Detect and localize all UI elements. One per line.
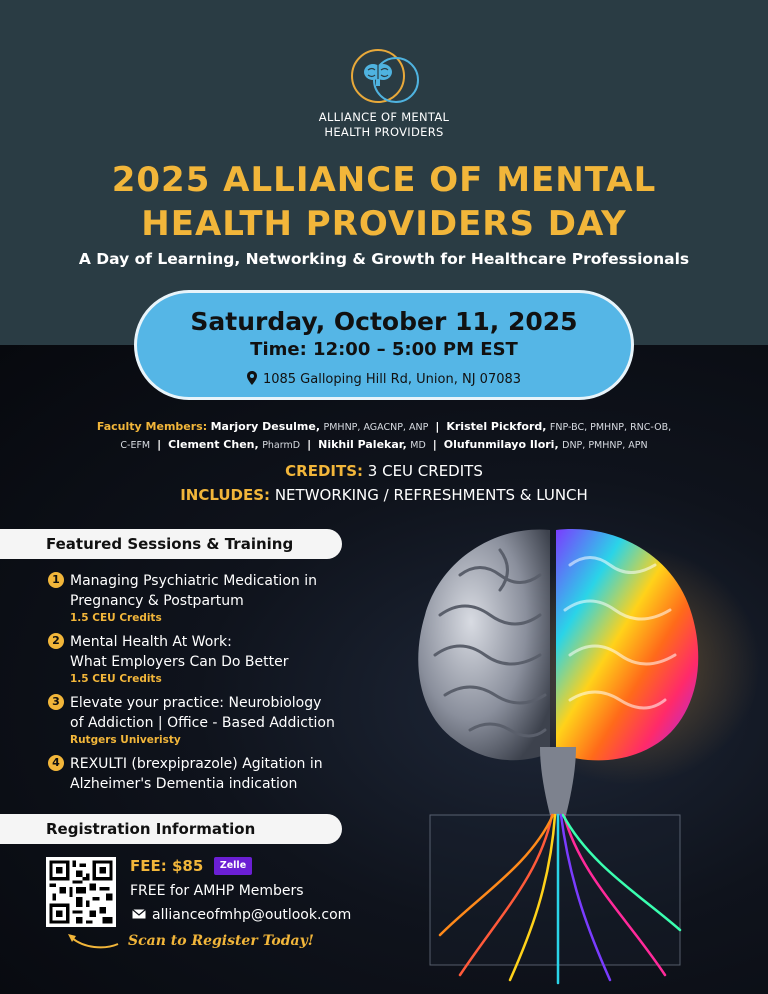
faculty-creds: DNP, PMHNP, APN <box>562 440 648 451</box>
faculty-creds: C-EFM <box>120 440 151 451</box>
faculty-members <box>30 418 738 454</box>
faculty-creds: FNP-BC, PMHNP, RNC-OB, <box>549 422 672 433</box>
mail-icon <box>132 909 146 919</box>
session-title-line2: Alzheimer's Dementia indication <box>70 776 298 792</box>
featured-sessions-heading: Featured Sessions & Training <box>0 529 342 559</box>
fee-text: FEE: $85 <box>130 857 204 875</box>
faculty-name: Nikhil Palekar, <box>318 438 407 451</box>
session-number-badge: 4 <box>48 755 64 771</box>
session-number-badge: 3 <box>48 694 64 710</box>
session-item <box>48 754 378 794</box>
event-time: Time: 12:00 – 5:00 PM EST <box>250 339 518 360</box>
session-title-line1: REXULTI (brexpiprazole) Agitation in <box>70 756 323 772</box>
session-item <box>48 632 378 686</box>
event-date: Saturday, October 11, 2025 <box>190 307 578 336</box>
faculty-label: Faculty Members: <box>96 420 208 433</box>
session-title-line1: Managing Psychiatric Medication in <box>70 573 317 589</box>
faculty-name: Clement Chen, <box>168 438 259 451</box>
session-credit: Rutgers Univeristy <box>70 734 181 746</box>
event-title-line2: HEALTH PROVIDERS DAY <box>141 204 627 244</box>
rainbow-brain-illustration <box>400 515 760 985</box>
org-name <box>0 110 768 140</box>
includes-value: NETWORKING / REFRESHMENTS & LUNCH <box>274 486 588 504</box>
session-credit: 1.5 CEU Credits <box>70 673 162 685</box>
faculty-creds: PharmD <box>262 440 301 451</box>
faculty-line2: C-EFM | Clement Chen, PharmD | Nikhil Palekar, MD | Olufunmilayo Ilori, DNP, PMHNP, APN <box>120 438 648 451</box>
session-title-line1: Elevate your practice: Neurobiology <box>70 695 322 711</box>
faculty-name: Kristel Pickford, <box>446 420 547 433</box>
date-banner <box>134 290 634 400</box>
registration-heading: Registration Information <box>0 814 342 844</box>
qr-code-icon[interactable] <box>46 857 116 927</box>
scan-to-register-note: Scan to Register Today! <box>128 933 314 949</box>
event-title-line1: 2025 ALLIANCE OF MENTAL <box>111 160 657 200</box>
faculty-name: Olufunmilayo Ilori, <box>443 438 559 451</box>
credits-line <box>0 462 768 480</box>
event-address <box>137 371 631 387</box>
session-credit: 1.5 CEU Credits <box>70 612 162 624</box>
session-item <box>48 571 378 625</box>
contact-email[interactable] <box>132 907 351 923</box>
faculty-creds: MD <box>410 440 426 451</box>
session-title-line2: What Employers Can Do Better <box>70 654 289 670</box>
includes-line <box>0 486 768 504</box>
credits-label: CREDITS: <box>285 462 364 480</box>
location-pin-icon <box>247 371 257 385</box>
includes-label: INCLUDES: <box>180 486 271 504</box>
event-subtitle: A Day of Learning, Networking & Growth for Healthcare Professionals <box>78 250 690 268</box>
curved-arrow-icon <box>66 928 122 952</box>
member-free-note: FREE for AMHP Members <box>130 883 304 899</box>
brain-circles-logo <box>344 46 428 106</box>
faculty-name: Marjory Desulme, <box>210 420 320 433</box>
session-item <box>48 693 378 747</box>
org-name-line1: ALLIANCE OF MENTAL <box>318 110 450 124</box>
session-title-line2: Pregnancy & Postpartum <box>70 593 244 609</box>
session-number-badge: 2 <box>48 633 64 649</box>
session-title-line2: of Addiction | Office - Based Addiction <box>70 715 335 731</box>
faculty-line1: Faculty Members: Marjory Desulme, PMHNP, AGACNP, ANP | Kristel Pickford, FNP-BC, PMHNP, RNC-OB, <box>96 420 672 433</box>
session-title-line1: Mental Health At Work: <box>70 634 232 650</box>
event-address-text: 1085 Galloping Hill Rd, Union, NJ 07083 <box>262 372 522 387</box>
faculty-creds: PMHNP, AGACNP, ANP <box>323 422 429 433</box>
org-name-line2: HEALTH PROVIDERS <box>324 125 444 139</box>
session-number-badge: 1 <box>48 572 64 588</box>
credits-value: 3 CEU CREDITS <box>367 462 483 480</box>
zelle-badge: Zelle <box>214 857 252 875</box>
email-address[interactable]: allianceofmhp@outlook.com <box>152 907 352 923</box>
event-title <box>20 158 748 246</box>
